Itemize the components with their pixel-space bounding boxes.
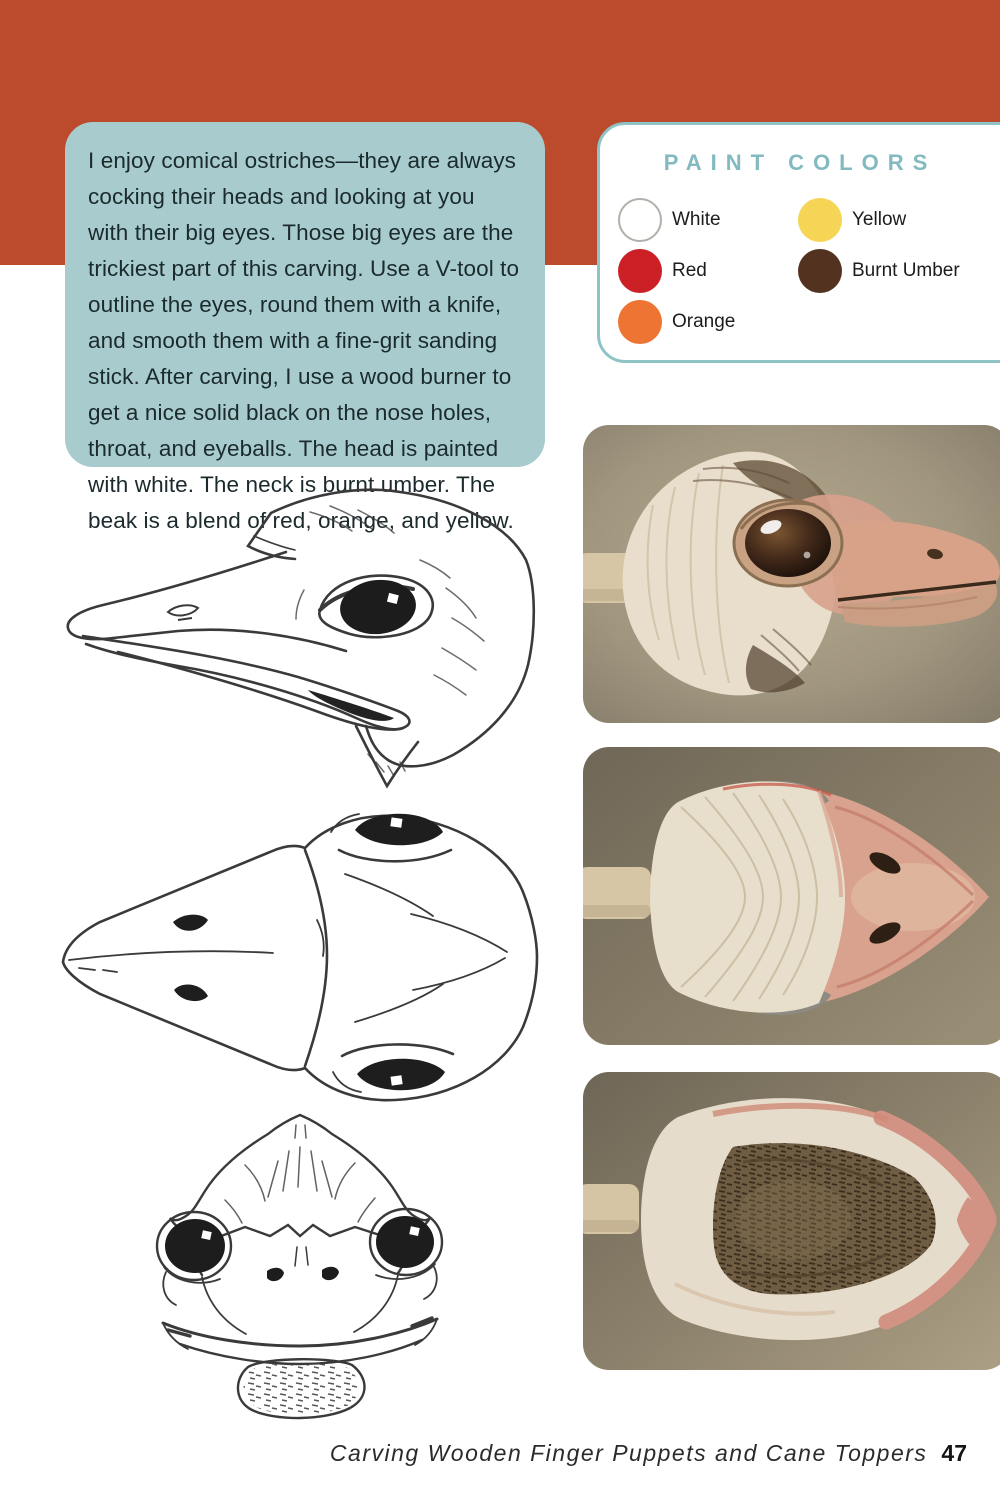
footer bbox=[330, 1440, 967, 1467]
photo-side-view bbox=[583, 425, 1000, 723]
footer-book-title: Carving Wooden Finger Puppets and Cane Toppers bbox=[329, 1440, 928, 1466]
orange-swatch-icon bbox=[618, 300, 662, 344]
swatch-label-yellow: Yellow bbox=[852, 209, 907, 230]
photo-top-view bbox=[583, 747, 1000, 1045]
red-swatch-icon bbox=[618, 249, 662, 293]
swatch-label-white: White bbox=[672, 209, 721, 230]
footer-page-number: 47 bbox=[941, 1440, 967, 1466]
burnt-umber-swatch-icon bbox=[798, 249, 842, 293]
sketch-front-view bbox=[150, 1105, 450, 1420]
paint-colors-panel bbox=[597, 122, 1000, 363]
swatch-label-burnt-umber: Burnt Umber bbox=[852, 260, 960, 281]
paint-colors-title: PAINT COLORS bbox=[663, 150, 937, 175]
sketch-top-view bbox=[55, 792, 555, 1112]
intro-paragraph: I enjoy comical ostriches—they are always cocking their heads and looking at you with their big eyes. Those big eyes are the trickiest part of this carving. Use a V-tool to outline the eyes, round them with a knife, and smooth them with a fine-grit sanding stick. After carving, I use a wood burner to get a nice solid black on the nose holes, throat, and eyeballs. The head is painted with white. The neck is burnt umber. The beak is a blend of red, orange, and yellow. bbox=[88, 148, 520, 533]
swatch-label-red: Red bbox=[672, 260, 707, 281]
white-swatch-icon bbox=[618, 198, 662, 242]
sketch-side-view bbox=[58, 470, 563, 810]
photo-bottom-view bbox=[583, 1072, 1000, 1370]
intro-text-box bbox=[65, 122, 545, 533]
swatch-label-orange: Orange bbox=[672, 311, 736, 332]
yellow-swatch-icon bbox=[798, 198, 842, 242]
